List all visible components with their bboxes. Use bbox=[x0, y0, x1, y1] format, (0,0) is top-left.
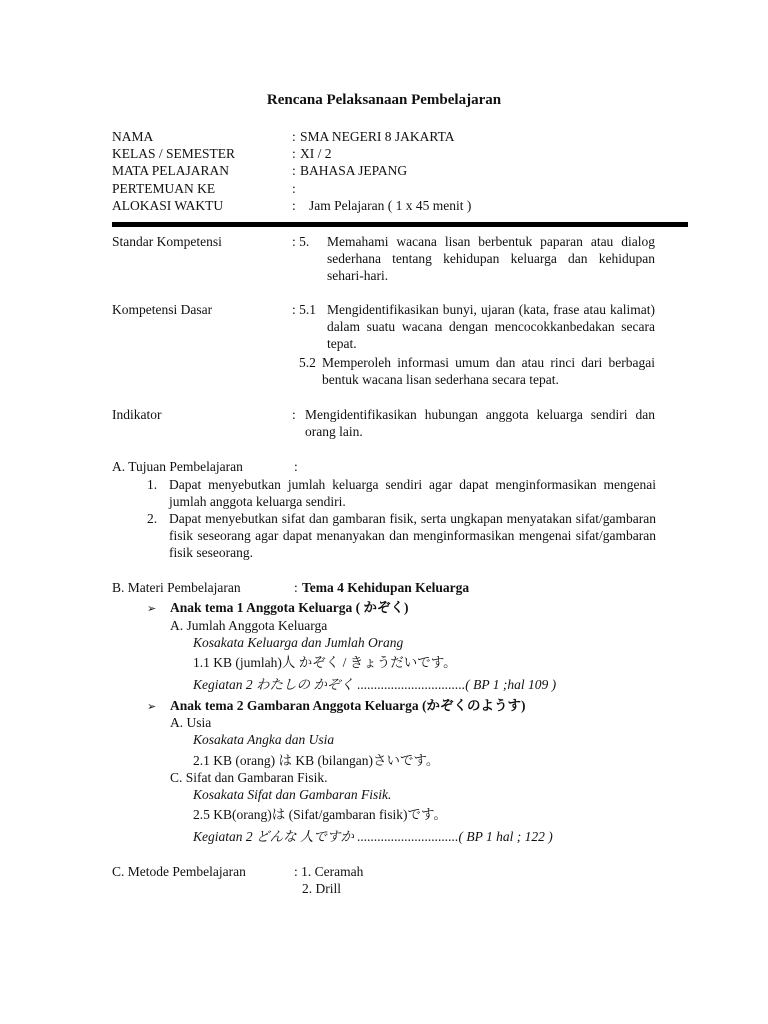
sub2-kegiatan: Kegiatan 2 どんな 人ですか ..............................( BP 1 hal ; 122 ) bbox=[193, 829, 553, 844]
sub2-a: A. Usia bbox=[170, 715, 212, 730]
materi-label: B. Materi Pembelajaran bbox=[112, 580, 241, 595]
kompetensi-text-2: Memperoleh informasi umum dan atau rinci dari berbagai bentuk wacana lisan sederhana secara tepat. bbox=[322, 355, 655, 387]
header-label-alokasi: ALOKASI WAKTU bbox=[112, 198, 224, 213]
sub2-title: Anak tema 2 Gambaran Anggota Keluarga (かぞくのようす) bbox=[170, 698, 526, 713]
sub1-kegiatan bbox=[193, 676, 556, 693]
metode-item-2: 2. Drill bbox=[302, 881, 341, 896]
header-label-mapel: MATA PELAJARAN bbox=[112, 163, 230, 178]
kompetensi-text-1: Mengidentifikasikan bunyi, ujaran (kata, frase atau kalimat) dalam suatu wacana dengan mencocokkanbedakan secara tepat. bbox=[327, 302, 655, 351]
indikator-sep: : bbox=[292, 407, 296, 422]
sub1-kegiatan-text: Kegiatan 2 わたしの かぞく ................................( BP 1 ;hal 109 ) bbox=[193, 677, 557, 692]
tujuan-sep: : bbox=[294, 459, 298, 474]
page-title: Rencana Pelaksanaan Pembelajaran bbox=[266, 92, 502, 108]
sub1-kosakata: Kosakata Keluarga dan Jumlah Orang bbox=[193, 635, 404, 650]
indikator-text: Mengidentifikasikan hubungan anggota keluarga sendiri dan orang lain. bbox=[305, 407, 655, 439]
header-value-nama: SMA NEGERI 8 JAKARTA bbox=[300, 129, 455, 144]
tujuan-text-1: Dapat menyebutkan jumlah keluarga sendiri agar dapat menginformasikan mengenai jumlah anggota keluarga sendiri. bbox=[169, 477, 656, 509]
header-label-pertemuan: PERTEMUAN KE bbox=[112, 181, 216, 196]
materi-sep: : bbox=[294, 580, 298, 595]
standar-text: Memahami wacana lisan berbentuk paparan atau dialog sederhana tentang kehidupan keluarga dan kehidupan sehari-hari. bbox=[327, 234, 655, 283]
arrow-bullet-icon: ➢ bbox=[147, 700, 157, 713]
arrow-bullet-icon: ➢ bbox=[147, 602, 157, 615]
standar-label: Standar Kompetensi bbox=[112, 234, 222, 249]
header-label-nama: NAMA bbox=[112, 129, 154, 144]
sub1-p11: 1.1 KB (jumlah)人 かぞく / きょうだいです。 bbox=[193, 655, 457, 670]
header-value-alokasi: Jam Pelajaran ( 1 x 45 menit ) bbox=[309, 198, 472, 213]
sub2-p25: 2.5 KB(orang)は (Sifat/gambaran fisik)です。 bbox=[193, 807, 447, 822]
header-sep-alokasi: : bbox=[292, 198, 296, 213]
header-sep-mapel: : bbox=[292, 163, 296, 178]
sub2-c: C. Sifat dan Gambaran Fisik. bbox=[170, 770, 328, 785]
metode-label: C. Metode Pembelajaran bbox=[112, 864, 246, 879]
tujuan-num-1: 1. bbox=[147, 477, 158, 492]
sub2-p21: 2.1 KB (orang) は KB (bilangan)さいです。 bbox=[193, 753, 440, 768]
header-value-mapel: BAHASA JEPANG bbox=[300, 163, 408, 178]
tujuan-text-2: Dapat menyebutkan sifat dan gambaran fisik, serta ungkapan menyatakan sifat/gambaran fisik seseorang agar dapat menanyakan dan menginformasikan mengenai sifat/gambaran fisik seseorang. bbox=[169, 511, 656, 560]
sub1-a: A. Jumlah Anggota Keluarga bbox=[170, 618, 328, 633]
sub2-kosakata-a: Kosakata Angka dan Usia bbox=[193, 732, 335, 747]
materi-tema: Tema 4 Kehidupan Keluarga bbox=[302, 580, 470, 595]
sub2-kosakata-c: Kosakata Sifat dan Gambaran Fisik. bbox=[193, 787, 392, 802]
header-label-kelas: KELAS / SEMESTER bbox=[112, 146, 236, 161]
header-sep-kelas: : bbox=[292, 146, 296, 161]
kompetensi-num-2: 5.2 bbox=[299, 355, 316, 370]
header-sep-pertemuan: : bbox=[292, 181, 296, 196]
divider bbox=[112, 222, 688, 227]
standar-num: : 5. bbox=[292, 234, 310, 249]
kompetensi-num-1: : 5.1 bbox=[292, 302, 317, 317]
kompetensi-label: Kompetensi Dasar bbox=[112, 302, 213, 317]
header-sep-nama: : bbox=[292, 129, 296, 144]
sub1-title: Anak tema 1 Anggota Keluarga ( かぞく) bbox=[170, 600, 409, 615]
header-value-kelas: XI / 2 bbox=[300, 146, 332, 161]
metode-item-1: : 1. Ceramah bbox=[294, 864, 364, 879]
tujuan-num-2: 2. bbox=[147, 511, 158, 526]
indikator-label: Indikator bbox=[112, 407, 162, 422]
tujuan-label: A. Tujuan Pembelajaran bbox=[112, 459, 243, 474]
